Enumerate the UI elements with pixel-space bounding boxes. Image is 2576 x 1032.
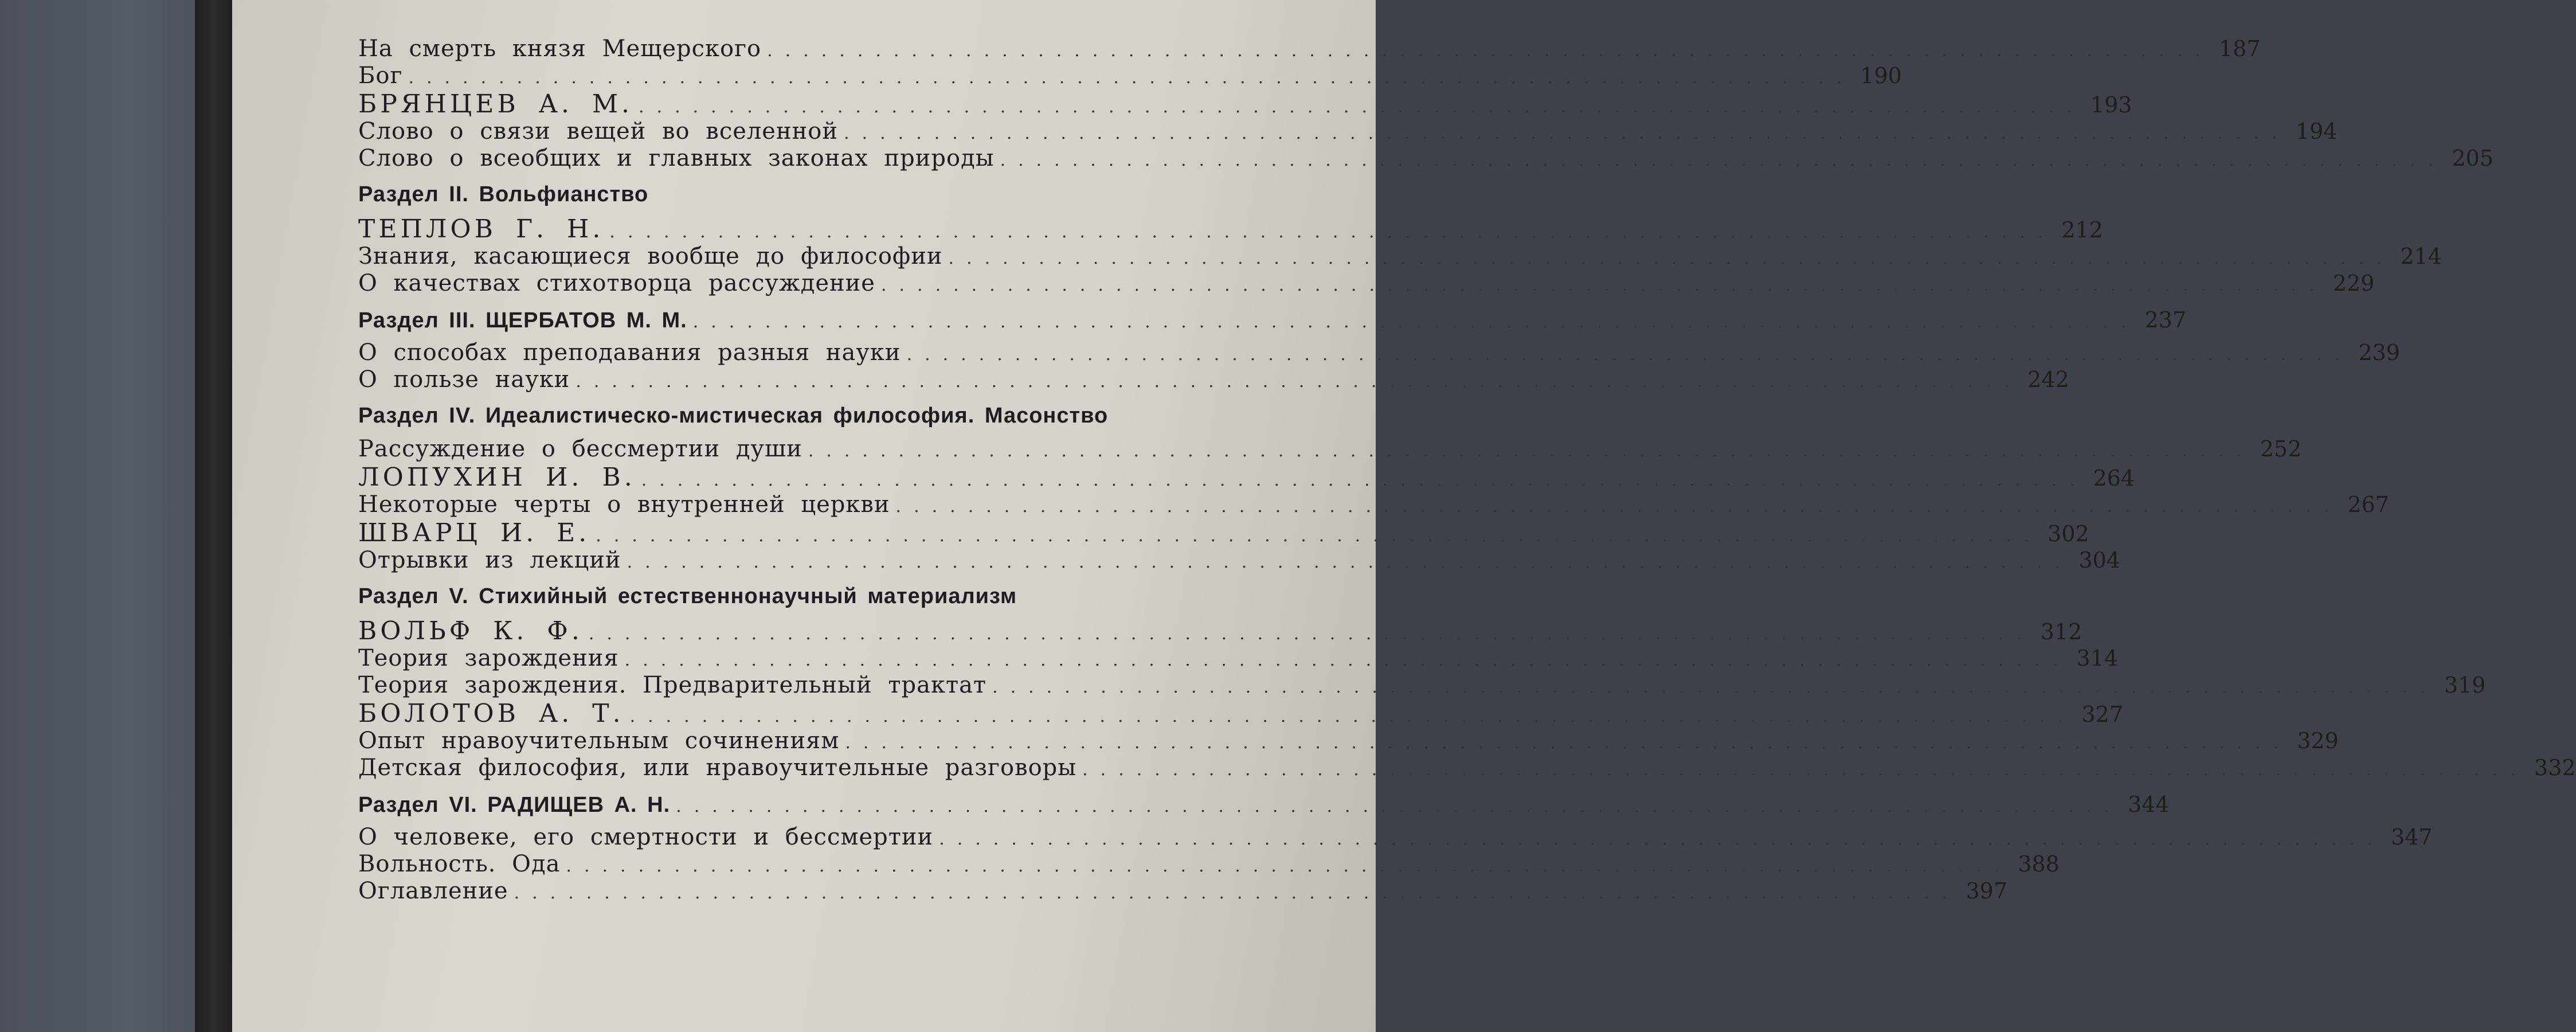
dot-leader: ................................................................................ [880, 275, 2327, 295]
toc-entry [358, 672, 2486, 699]
toc-entry-title: О человеке, его смертности и бессмертии [358, 824, 934, 850]
dot-leader: ................................................................................ [576, 372, 2022, 392]
toc-entry-title: ТЕПЛОВ Г. Н. [358, 214, 604, 244]
toc-entry [358, 118, 2338, 145]
toc-entry-title: Слово о всеобщих и главных законах природы [358, 145, 995, 171]
dot-leader: ................................................................................ [514, 883, 1960, 903]
toc-author-entry [358, 699, 2123, 728]
dot-leader: ................................................................................ [624, 650, 2071, 670]
toc-page-number: 314 [2076, 646, 2119, 671]
toc-entry-title: Раздел II. Вольфианство [358, 182, 649, 206]
toc-section-heading [358, 404, 1281, 436]
toc-entry-title: БОЛОТОВ А. Т. [358, 699, 624, 728]
toc-entry-title: О пользе науки [358, 366, 570, 393]
toc-page-number: 229 [2332, 271, 2375, 296]
dot-leader: ................................................................................ [676, 796, 2123, 816]
dot-leader: ................................................................................ [566, 856, 2013, 876]
toc-entry-title: Оглавление [358, 878, 508, 904]
toc-entry [358, 436, 2302, 463]
toc-entry-title: Теория зарождения. Предварительный трактат [358, 672, 987, 698]
toc-entry-title: О качествах стихотворца рассуждение [358, 270, 875, 296]
toc-author-entry [358, 89, 2132, 119]
toc-entry [358, 339, 2400, 366]
dot-leader: ................................................................................ [627, 552, 2073, 572]
toc-entry [358, 728, 2339, 755]
toc-author-entry [358, 214, 2103, 244]
toc-entry-title: Бог [358, 62, 403, 89]
dot-leader: ................................................................................ [588, 624, 2035, 644]
background-surface [0, 0, 218, 1032]
dot-leader: ................................................................................ [906, 345, 2353, 365]
toc-page-number: 237 [2144, 307, 2187, 333]
toc-entry-title: Опыт нравоучительным сочинениям [358, 728, 840, 754]
dot-leader: ................................................................................ [992, 677, 2438, 697]
dot-leader: ................................................................................ [844, 123, 2290, 143]
toc-entry-title: Знания, касающиеся вообще до философии [358, 243, 943, 269]
toc-entry [358, 547, 2120, 574]
dot-leader: ................................................................................ [845, 733, 2292, 753]
toc-page-number: 397 [1966, 878, 2008, 904]
toc-author-entry [358, 463, 2135, 492]
dot-leader: ................................................................................ [895, 497, 2342, 517]
toc-entry [358, 824, 2433, 851]
toc-page-number: 267 [2347, 492, 2389, 517]
toc-entry-title: Слово о связи вещей во вселенной [358, 118, 839, 144]
toc-entry [358, 36, 2261, 62]
dot-leader: ................................................................................ [692, 312, 2139, 332]
toc-author-entry [358, 616, 2082, 646]
toc-page-number: 264 [2093, 466, 2135, 491]
dot-leader: ................................................................................ [641, 470, 2088, 490]
toc-page-number: 242 [2027, 367, 2069, 392]
toc-entry [358, 491, 2389, 518]
toc-section-heading [358, 584, 1281, 616]
toc-section-heading [358, 182, 1281, 214]
toc-page-number: 347 [2391, 824, 2433, 850]
toc-author-entry [358, 518, 2089, 548]
toc-page-number: 190 [1860, 63, 1902, 88]
toc-entry-title: БРЯНЦЕВ А. М. [358, 89, 633, 119]
dot-leader: ................................................................................ [939, 829, 2386, 849]
toc-entry-title: ШВАРЦ И. Е. [358, 518, 590, 548]
toc-entry-title: На смерть князя Мещерского [358, 36, 762, 62]
toc-page-number: 329 [2297, 728, 2339, 753]
toc-page-number: 212 [2061, 217, 2103, 243]
toc-entry-title: Раздел III. ЩЕРБАТОВ М. М. [358, 308, 687, 333]
dot-leader: ................................................................................ [596, 526, 2042, 546]
toc-entry-title: Теория зарождения [358, 645, 619, 671]
toc-entry-title: Некоторые черты о внутренней церкви [358, 491, 890, 518]
toc-entry [358, 755, 2576, 781]
toc-entry-title: Раздел IV. Идеалистическо-мистическая философия. Масонство [358, 404, 1109, 428]
dot-leader: ................................................................................ [808, 441, 2254, 461]
dot-leader: ................................................................................ [609, 222, 2056, 242]
dot-leader: ................................................................................ [639, 97, 2085, 117]
dot-leader: ................................................................................ [1082, 760, 2529, 780]
toc-page-number: 312 [2040, 619, 2082, 644]
toc-page-number: 252 [2260, 436, 2302, 462]
toc-page-number: 193 [2090, 92, 2132, 118]
toc-page-number: 319 [2444, 673, 2486, 698]
toc-page-number: 194 [2295, 119, 2338, 144]
toc-page-number: 214 [2400, 244, 2442, 269]
table-of-contents [358, 36, 2576, 905]
toc-entry [358, 145, 2493, 172]
toc-entry-title: Раздел V. Стихийный естественнонаучный материализм [358, 584, 1017, 608]
dot-leader: ................................................................................ [629, 706, 2076, 726]
toc-entry [358, 645, 2119, 672]
toc-entry-title: Отрывки из лекций [358, 547, 621, 573]
toc-page-number: 187 [2219, 36, 2261, 61]
toc-entry [358, 62, 1902, 89]
dot-leader: ................................................................................ [948, 248, 2395, 268]
dot-leader: ................................................................................ [1000, 150, 2446, 170]
toc-section-heading [358, 307, 2187, 339]
toc-page-number: 344 [2128, 792, 2170, 817]
toc-page-number: 239 [2358, 340, 2400, 365]
dot-leader: ................................................................................ [408, 68, 1855, 88]
toc-entry-title: Рассуждение о бессмертии души [358, 436, 802, 462]
toc-entry [358, 878, 2008, 905]
toc-entry-title: ЛОПУХИН И. В. [358, 463, 636, 492]
toc-page-number: 302 [2048, 521, 2089, 546]
dot-leader: ................................................................................ [767, 41, 2214, 61]
toc-page-number: 332 [2534, 755, 2576, 780]
toc-entry-title: ВОЛЬФ К. Ф. [358, 616, 583, 646]
toc-entry-title: Вольность. Ода [358, 851, 561, 877]
toc-page-number: 388 [2018, 851, 2060, 877]
toc-entry [358, 366, 2069, 393]
toc-page-number: 205 [2452, 146, 2493, 171]
toc-page-number: 304 [2078, 548, 2120, 573]
toc-entry-title: О способах преподавания разныя науки [358, 339, 901, 366]
toc-entry [358, 243, 2442, 270]
toc-page-number: 327 [2081, 702, 2123, 727]
toc-entry [358, 851, 2060, 878]
toc-section-heading [358, 792, 2170, 824]
toc-entry [358, 270, 2375, 297]
toc-entry-title: Детская философия, или нравоучительные разговоры [358, 755, 1077, 781]
toc-entry-title: Раздел VI. РАДИЩЕВ А. Н. [358, 793, 671, 817]
